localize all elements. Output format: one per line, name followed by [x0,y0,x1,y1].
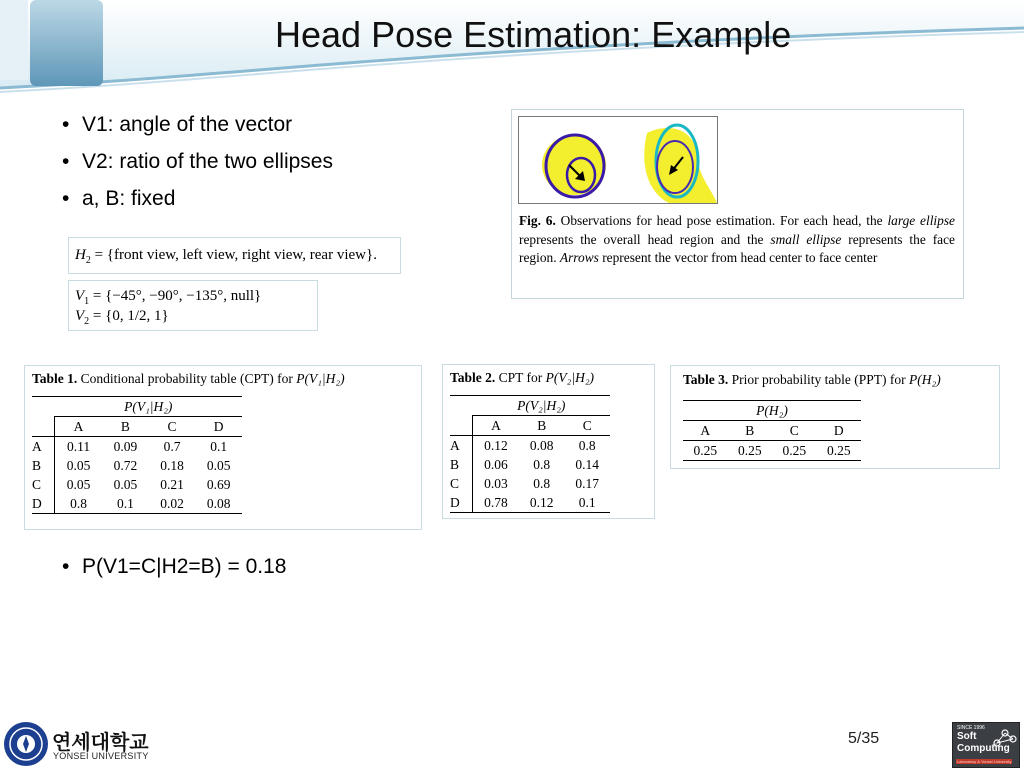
header-band [0,0,1024,95]
bullet-list [62,110,333,221]
h2-definition: $H_2$ = {front view, left view, right view, rear view}. [75,247,377,266]
table-row: D 0.78 0.12 0.1 [450,493,610,513]
table-2-grid: P(V₂|H₂) A B C A 0.12 0.08 0.8 B 0.06 0.8 0.14 C 0.03 0.8 0.17 D 0.78 0.12 0.1 [450,395,610,513]
v1-definition: $V_1 = \{-45^\circ$, −90°, −135°, null} [75,288,262,307]
table-row: A 0.11 0.09 0.7 0.1 [32,437,242,457]
soft-computing-lab-logo [952,722,1020,768]
table-row: C 0.05 0.05 0.21 0.69 [32,475,242,494]
table-3-ppt-h2 [670,365,1000,469]
table-row: B 0.05 0.72 0.18 0.05 [32,456,242,475]
lab-affiliation-text: Laboratory & Yonsei University [957,759,1012,764]
conclusion-bullet: • P(V1=C|H2=B) = 0.18 [62,552,286,582]
table-1-caption: Table 1. Conditional probability table (CPT) for P(V₁|H₂) [32,371,345,386]
table-row: B 0.06 0.8 0.14 [450,455,610,474]
table-2-cpt-v2 [442,364,655,519]
bullet-item: • V2: ratio of the two ellipses [62,147,333,184]
table-row: 0.25 0.25 0.25 0.25 [683,441,861,461]
v2-definition: $V_2 = \{0$, 1/2, 1} [75,308,169,327]
table-row: D 0.8 0.1 0.02 0.08 [32,494,242,514]
lab-soft-text: Soft [957,731,977,742]
lab-computing-text: Computing [957,743,1010,754]
page-number: 5/35 [848,730,880,747]
table-3-grid: P(H₂) A B C D 0.25 0.25 0.25 0.25 [683,400,861,461]
university-name-korean: 연세대학교 [52,730,149,754]
table-3-caption: Table 3. Prior probability table (PPT) for P(H₂) [683,372,941,387]
h2-definition-box [68,237,401,274]
bullet-item: • a, B: fixed [62,184,333,221]
university-name-english: YONSEI UNIVERSITY [53,751,149,761]
table-2-caption: Table 2. CPT for P(V₂|H₂) [450,370,595,385]
head-pose-observation-image [518,116,718,204]
slide-title: Head Pose Estimation: Example [275,14,792,55]
lab-since-text: SINCE 1996 [957,725,985,731]
v-definition-box [68,280,318,331]
figure-6 [511,109,964,299]
yonsei-emblem-icon [2,720,50,768]
head-ellipses-illustration [519,117,717,203]
table-1-grid: P(V₁|H₂) A B C D A 0.11 0.09 0.7 0.1 B 0.05 0.72 0.18 0.05 C 0.05 0.05 0.21 0.69 D 0.8 0.1 0.02 0.08 [32,396,242,514]
bullet-item: • V1: angle of the vector [62,110,333,147]
figure-caption: Fig. 6. Observations for head pose estimation. For each head, the large ellipse represents the overall head region and the small ellipse represents the face region. Arrows represent the vector from head center to face center [519,213,956,265]
table-row: A 0.12 0.08 0.8 [450,436,610,456]
yonsei-logo [0,718,160,768]
table-row: C 0.03 0.8 0.17 [450,474,610,493]
table-1-cpt-v1 [24,365,422,530]
network-graph-icon [993,727,1017,749]
